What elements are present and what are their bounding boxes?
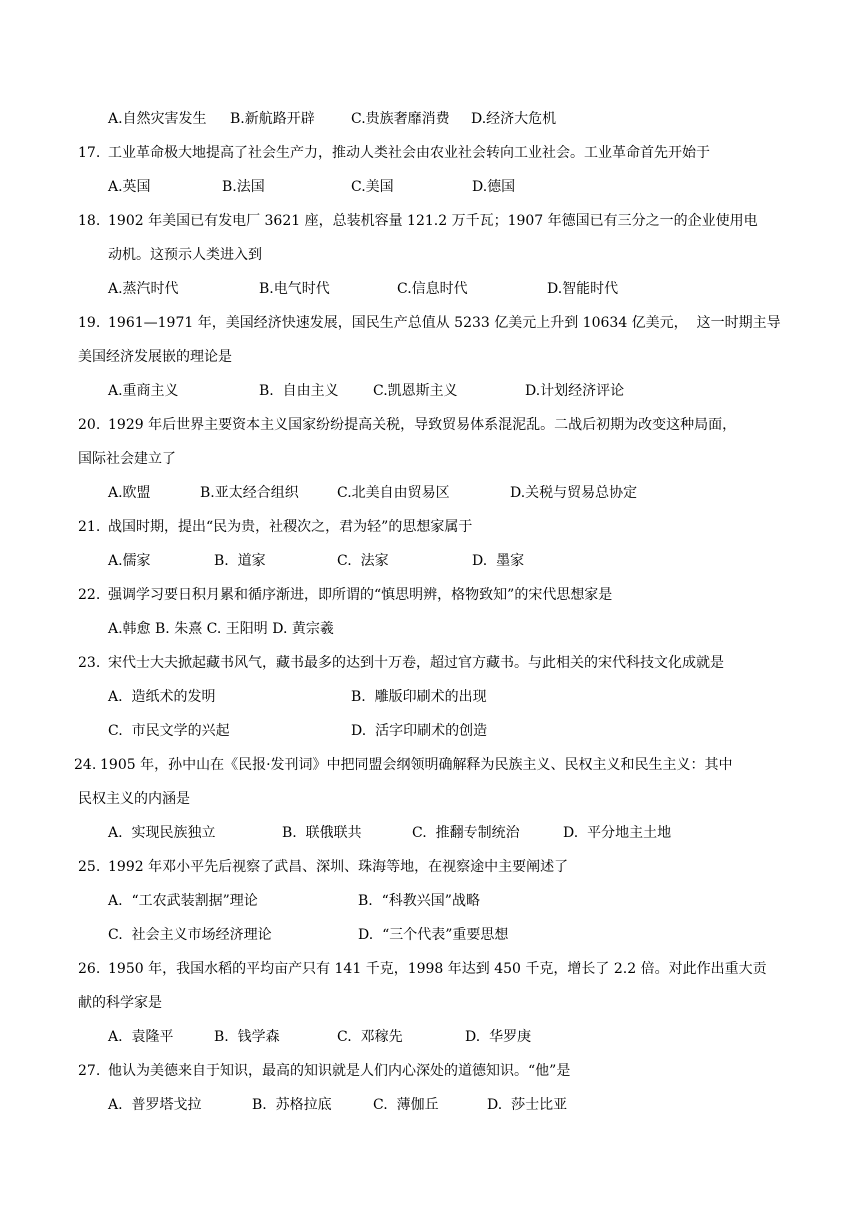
option-a: A. “工农武装割据”理论 <box>108 893 258 909</box>
option-d: D. 莎士比亚 <box>487 1097 568 1113</box>
question-stem-line-2: 民权主义的内涵是 <box>78 791 190 807</box>
option-a: A. 普罗塔戈拉 <box>108 1097 202 1113</box>
option-a: A.欧盟 <box>108 485 151 501</box>
question-stem-line-2: 国际社会建立了 <box>78 451 176 467</box>
option-b: B. 钱学森 <box>214 1029 280 1045</box>
option-d: D. 平分地主土地 <box>563 825 672 841</box>
question-stem-line-1: 1902 年美国已有发电厂 3621 座，总装机容量 121.2 万千瓦；1907 年德国已有三分之一的企业使用电 <box>108 213 758 229</box>
question-stem-line-2: 美国经济发展嵌的理论是 <box>78 349 232 365</box>
option-c: C.贵族奢靡消费 <box>351 111 450 127</box>
question-stem: 战国时期，提出“民为贵，社稷次之，君为轻”的思想家属于 <box>108 519 473 535</box>
options-line: A.韩愈 B. 朱熹 C. 王阳明 D. 黄宗羲 <box>108 621 334 637</box>
question-number: 18. <box>78 213 101 229</box>
question-stem-line-1: 1905 年，孙中山在《民报·发刊词》中把同盟会纲领明确解释为民族主义、民权主义和民生主义：其中 <box>100 757 733 773</box>
option-d: D.计划经济评论 <box>525 383 625 399</box>
option-c: C. 邓稼先 <box>337 1029 403 1045</box>
option-d: D.关税与贸易总协定 <box>510 485 638 501</box>
option-a: A.蒸汽时代 <box>108 281 179 297</box>
option-b: B. 自由主义 <box>259 383 339 399</box>
question-number: 22. <box>78 587 101 603</box>
option-d: D. 活字印刷术的创造 <box>351 723 488 739</box>
question-number: 26. <box>78 961 101 977</box>
option-c: C. 推翻专制统治 <box>412 825 520 841</box>
option-a: A. 袁隆平 <box>108 1029 174 1045</box>
option-c: C.北美自由贸易区 <box>337 485 450 501</box>
option-c: C. 市民文学的兴起 <box>108 723 230 739</box>
question-number: 24. <box>74 757 97 773</box>
option-b: B. 道家 <box>214 553 266 569</box>
question-stem: 工业革命极大地提高了社会生产力，推动人类社会由农业社会转向工业社会。工业革命首先开始于 <box>108 145 710 161</box>
question-stem: 1992 年邓小平先后视察了武昌、深圳、珠海等地，在视察途中主要阐述了 <box>108 859 569 875</box>
question-number: 25. <box>78 859 101 875</box>
option-b: B. 联俄联共 <box>282 825 362 841</box>
question-number: 20. <box>78 417 101 433</box>
option-d: D.经济大危机 <box>471 111 557 127</box>
option-a: A.英国 <box>108 179 151 195</box>
question-stem: 强调学习要日积月累和循序渐进，即所谓的“慎思明辨，格物致知”的宋代思想家是 <box>108 587 613 603</box>
question-number: 27. <box>78 1063 101 1079</box>
question-stem-line-1: 1929 年后世界主要资本主义国家纷纷提高关税，导致贸易体系混泥乱。二战后初期为改变这种局面， <box>108 417 737 433</box>
option-b: B.电气时代 <box>259 281 330 297</box>
question-stem-line-1: 1950 年，我国水稻的平均亩产只有 141 千克，1998 年达到 450 千克，增长了 2.2 倍。对此作出重大贡 <box>108 961 767 977</box>
question-number: 23. <box>78 655 101 671</box>
option-b: B. 雕版印刷术的出现 <box>351 689 487 705</box>
question-number: 17. <box>78 145 101 161</box>
option-c: C.凯恩斯主义 <box>373 383 458 399</box>
option-b: B. “科教兴国”战略 <box>358 893 480 909</box>
option-a: A.儒家 <box>108 553 151 569</box>
option-b: B.新航路开辟 <box>230 111 315 127</box>
option-b: B. 苏格拉底 <box>252 1097 332 1113</box>
option-d: D.智能时代 <box>547 281 619 297</box>
question-number: 19. <box>78 315 101 331</box>
option-c: C. 薄伽丘 <box>373 1097 439 1113</box>
option-c: C.美国 <box>351 179 394 195</box>
option-b: B.亚太经合组织 <box>200 485 299 501</box>
option-d: D.德国 <box>472 179 516 195</box>
option-a: A.重商主义 <box>108 383 179 399</box>
question-stem-line-2: 动机。这预示人类进入到 <box>108 247 262 263</box>
option-c: C. 社会主义市场经济理论 <box>108 927 272 943</box>
option-a: A. 造纸术的发明 <box>108 689 216 705</box>
option-c: C.信息时代 <box>397 281 468 297</box>
option-a: A. 实现民族独立 <box>108 825 216 841</box>
option-d: D. 墨家 <box>472 553 525 569</box>
question-number: 21. <box>78 519 101 535</box>
option-c: C. 法家 <box>337 553 389 569</box>
question-stem: 他认为美德来自于知识，最高的知识就是人们内心深处的道德知识。“他”是 <box>108 1063 571 1079</box>
option-d: D. “三个代表”重要思想 <box>358 927 509 943</box>
option-d: D. 华罗庚 <box>465 1029 532 1045</box>
question-stem-line-1: 1961—1971 年，美国经济快速发展，国民生产总值从 5233 亿美元上升到 10634 亿美元， 这一时期主导 <box>108 315 781 331</box>
option-b: B.法国 <box>222 179 265 195</box>
question-stem-line-2: 献的科学家是 <box>78 995 162 1011</box>
option-a: A.自然灾害发生 <box>108 111 207 127</box>
question-stem: 宋代士大夫掀起藏书风气，藏书最多的达到十万卷，超过官方藏书。与此相关的宋代科技文化成就是 <box>108 655 724 671</box>
